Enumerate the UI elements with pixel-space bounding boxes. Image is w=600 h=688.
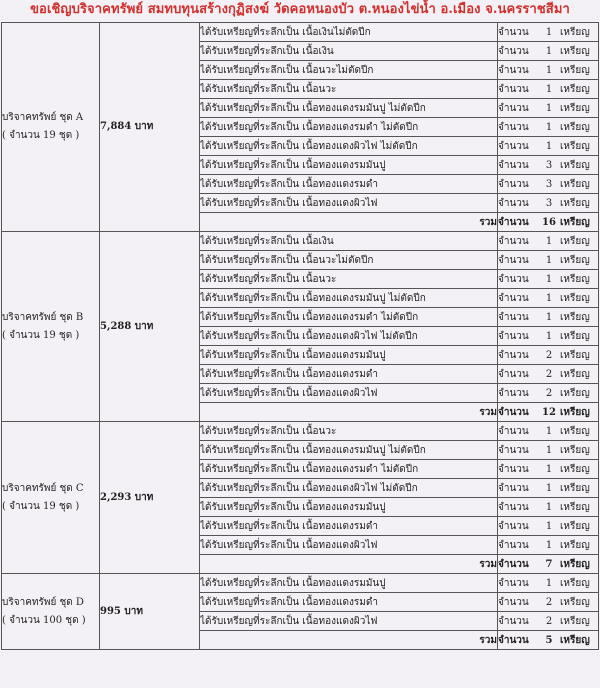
item-quantity <box>498 574 599 593</box>
quantity-word: จำนวน <box>498 197 529 209</box>
item-quantity <box>498 99 599 118</box>
item-quantity <box>498 365 599 384</box>
quantity-number: 1 <box>545 482 553 494</box>
quantity-unit: เหรียญ <box>560 596 590 608</box>
quantity-unit: เหรียญ <box>560 273 590 285</box>
quantity-unit: เหรียญ <box>560 501 590 513</box>
item-description: ได้รับเหรียญที่ระลึกเป็น เนื้อทองแดงรมมันปู ไม่ตัดปีก <box>200 99 498 118</box>
total-quantity <box>498 631 599 650</box>
total-number: 7 <box>545 558 553 570</box>
item-quantity <box>498 498 599 517</box>
set-price: 5,288 บาท <box>100 232 200 422</box>
quantity-number: 1 <box>545 444 553 456</box>
quantity-unit: เหรียญ <box>560 482 590 494</box>
item-quantity <box>498 460 599 479</box>
quantity-number: 1 <box>545 330 553 342</box>
item-description: ได้รับเหรียญที่ระลึกเป็น เนื้อทองแดงผิวไฟ <box>200 612 498 631</box>
quantity-number: 1 <box>545 121 553 133</box>
item-description: ได้รับเหรียญที่ระลึกเป็น เนื้อทองแดงรมดำ ไม่ตัดปีก <box>200 460 498 479</box>
quantity-word: จำนวน <box>498 292 529 304</box>
item-description: ได้รับเหรียญที่ระลึกเป็น เนื้อเงินไม่ตัดปีก <box>200 23 498 42</box>
item-description: ได้รับเหรียญที่ระลึกเป็น เนื้อเงิน <box>200 232 498 251</box>
quantity-number: 3 <box>545 178 553 190</box>
item-description: ได้รับเหรียญที่ระลึกเป็น เนื้อทองแดงรมดำ ไม่ตัดปีก <box>200 118 498 137</box>
quantity-unit: เหรียญ <box>560 102 590 114</box>
quantity-number: 1 <box>545 254 553 266</box>
item-quantity <box>498 80 599 99</box>
total-label: รวม <box>200 213 498 232</box>
item-quantity <box>498 175 599 194</box>
quantity-number: 1 <box>545 539 553 551</box>
item-quantity <box>498 251 599 270</box>
item-description: ได้รับเหรียญที่ระลึกเป็น เนื้อทองแดงผิวไฟ ไม่ตัดปีก <box>200 479 498 498</box>
set-name: บริจาคทรัพย์ ชุด B <box>2 311 84 323</box>
quantity-unit: เหรียญ <box>560 444 590 456</box>
quantity-word: จำนวน <box>498 463 529 475</box>
item-quantity <box>498 194 599 213</box>
item-quantity <box>498 536 599 555</box>
item-quantity <box>498 289 599 308</box>
set-count: ( จำนวน 19 ชุด ) <box>2 500 80 512</box>
item-quantity <box>498 384 599 403</box>
table-row <box>2 232 599 251</box>
quantity-word: จำนวน <box>498 349 529 361</box>
total-label: รวม <box>200 403 498 422</box>
quantity-word: จำนวน <box>498 596 529 608</box>
quantity-unit: เหรียญ <box>560 140 590 152</box>
quantity-word: จำนวน <box>498 558 529 570</box>
quantity-unit: เหรียญ <box>560 463 590 475</box>
quantity-unit: เหรียญ <box>560 634 590 646</box>
quantity-unit: เหรียญ <box>560 311 590 323</box>
quantity-unit: เหรียญ <box>560 330 590 342</box>
item-description: ได้รับเหรียญที่ระลึกเป็น เนื้อทองแดงรมดำ <box>200 593 498 612</box>
quantity-unit: เหรียญ <box>560 615 590 627</box>
quantity-number: 1 <box>545 64 553 76</box>
set-name-cell <box>2 232 100 422</box>
donation-sets-table <box>1 22 599 650</box>
item-quantity <box>498 270 599 289</box>
quantity-word: จำนวน <box>498 330 529 342</box>
item-description: ได้รับเหรียญที่ระลึกเป็น เนื้อทองแดงรมดำ <box>200 175 498 194</box>
total-label: รวม <box>200 631 498 650</box>
item-description: ได้รับเหรียญที่ระลึกเป็น เนื้อทองแดงรมมันปู ไม่ตัดปีก <box>200 289 498 308</box>
quantity-unit: เหรียญ <box>560 235 590 247</box>
quantity-word: จำนวน <box>498 178 529 190</box>
item-quantity <box>498 23 599 42</box>
item-quantity <box>498 118 599 137</box>
quantity-number: 1 <box>545 463 553 475</box>
table-row <box>2 422 599 441</box>
item-quantity <box>498 156 599 175</box>
quantity-word: จำนวน <box>498 520 529 532</box>
item-description: ได้รับเหรียญที่ระลึกเป็น เนื้อนวะ <box>200 422 498 441</box>
item-quantity <box>498 137 599 156</box>
quantity-unit: เหรียญ <box>560 45 590 57</box>
quantity-word: จำนวน <box>498 444 529 456</box>
item-description: ได้รับเหรียญที่ระลึกเป็น เนื้อทองแดงรมมันปู <box>200 498 498 517</box>
quantity-unit: เหรียญ <box>560 159 590 171</box>
quantity-unit: เหรียญ <box>560 368 590 380</box>
item-description: ได้รับเหรียญที่ระลึกเป็น เนื้อทองแดงรมมันปู <box>200 156 498 175</box>
item-description: ได้รับเหรียญที่ระลึกเป็น เนื้อทองแดงผิวไฟ <box>200 384 498 403</box>
item-description: ได้รับเหรียญที่ระลึกเป็น เนื้อเงิน <box>200 42 498 61</box>
quantity-number: 1 <box>545 26 553 38</box>
quantity-word: จำนวน <box>498 45 529 57</box>
quantity-unit: เหรียญ <box>560 64 590 76</box>
item-description: ได้รับเหรียญที่ระลึกเป็น เนื้อทองแดงรมดำ <box>200 365 498 384</box>
poster-title: ขอเชิญบริจาคทรัพย์ สมทบทุนสร้างกุฏิสงฆ์ วัดคอหนองบัว ต.หนองไข่น้ำ อ.เมือง จ.นครราชสีมา <box>30 2 570 17</box>
set-count: ( จำนวน 19 ชุด ) <box>2 329 80 341</box>
set-price: 995 บาท <box>100 574 200 650</box>
quantity-number: 1 <box>545 235 553 247</box>
quantity-word: จำนวน <box>498 482 529 494</box>
set-count: ( จำนวน 100 ชุด ) <box>2 614 86 626</box>
quantity-word: จำนวน <box>498 311 529 323</box>
item-description: ได้รับเหรียญที่ระลึกเป็น เนื้อทองแดงผิวไฟ ไม่ตัดปีก <box>200 137 498 156</box>
quantity-number: 3 <box>545 159 553 171</box>
quantity-word: จำนวน <box>498 406 529 418</box>
item-quantity <box>498 42 599 61</box>
item-quantity <box>498 479 599 498</box>
quantity-word: จำนวน <box>498 140 529 152</box>
item-quantity <box>498 346 599 365</box>
item-quantity <box>498 612 599 631</box>
item-quantity <box>498 422 599 441</box>
quantity-word: จำนวน <box>498 539 529 551</box>
quantity-unit: เหรียญ <box>560 387 590 399</box>
set-price: 2,293 บาท <box>100 422 200 574</box>
quantity-word: จำนวน <box>498 254 529 266</box>
quantity-unit: เหรียญ <box>560 216 590 228</box>
quantity-unit: เหรียญ <box>560 178 590 190</box>
item-description: ได้รับเหรียญที่ระลึกเป็น เนื้อทองแดงรมมันปู ไม่ตัดปีก <box>200 441 498 460</box>
quantity-word: จำนวน <box>498 615 529 627</box>
quantity-word: จำนวน <box>498 64 529 76</box>
quantity-number: 2 <box>545 615 553 627</box>
total-number: 16 <box>542 216 556 228</box>
quantity-number: 1 <box>545 140 553 152</box>
total-quantity <box>498 555 599 574</box>
item-description: ได้รับเหรียญที่ระลึกเป็น เนื้อทองแดงรมมันปู <box>200 346 498 365</box>
total-quantity <box>498 213 599 232</box>
table-row <box>2 23 599 42</box>
quantity-word: จำนวน <box>498 368 529 380</box>
item-description: ได้รับเหรียญที่ระลึกเป็น เนื้อทองแดงรมดำ <box>200 517 498 536</box>
quantity-word: จำนวน <box>498 577 529 589</box>
total-quantity <box>498 403 599 422</box>
item-quantity <box>498 441 599 460</box>
quantity-number: 1 <box>545 501 553 513</box>
quantity-number: 1 <box>545 292 553 304</box>
quantity-number: 1 <box>545 83 553 95</box>
set-name: บริจาคทรัพย์ ชุด D <box>2 596 84 608</box>
quantity-word: จำนวน <box>498 634 529 646</box>
item-description: ได้รับเหรียญที่ระลึกเป็น เนื้อนวะไม่ตัดปีก <box>200 61 498 80</box>
quantity-unit: เหรียญ <box>560 26 590 38</box>
quantity-unit: เหรียญ <box>560 349 590 361</box>
quantity-number: 2 <box>545 596 553 608</box>
total-number: 12 <box>542 406 556 418</box>
quantity-number: 2 <box>545 387 553 399</box>
quantity-word: จำนวน <box>498 425 529 437</box>
set-name-cell <box>2 23 100 232</box>
quantity-number: 1 <box>545 520 553 532</box>
quantity-number: 1 <box>545 102 553 114</box>
set-name: บริจาคทรัพย์ ชุด A <box>2 112 84 123</box>
quantity-unit: เหรียญ <box>560 558 590 570</box>
total-number: 5 <box>545 634 553 646</box>
quantity-number: 3 <box>545 197 553 209</box>
item-description: ได้รับเหรียญที่ระลึกเป็น เนื้อทองแดงผิวไฟ <box>200 194 498 213</box>
quantity-number: 1 <box>545 425 553 437</box>
quantity-unit: เหรียญ <box>560 121 590 133</box>
quantity-word: จำนวน <box>498 26 529 38</box>
quantity-word: จำนวน <box>498 121 529 133</box>
quantity-number: 2 <box>545 349 553 361</box>
item-quantity <box>498 232 599 251</box>
quantity-word: จำนวน <box>498 387 529 399</box>
quantity-unit: เหรียญ <box>560 83 590 95</box>
quantity-unit: เหรียญ <box>560 539 590 551</box>
set-name-cell <box>2 422 100 574</box>
quantity-number: 1 <box>545 311 553 323</box>
quantity-word: จำนวน <box>498 159 529 171</box>
quantity-unit: เหรียญ <box>560 254 590 266</box>
item-quantity <box>498 517 599 536</box>
set-name: บริจาคทรัพย์ ชุด C <box>2 482 84 494</box>
quantity-number: 2 <box>545 368 553 380</box>
table-row <box>2 574 599 593</box>
item-description: ได้รับเหรียญที่ระลึกเป็น เนื้อทองแดงผิวไฟ ไม่ตัดปีก <box>200 327 498 346</box>
quantity-unit: เหรียญ <box>560 520 590 532</box>
set-count: ( จำนวน 19 ชุด ) <box>2 130 80 141</box>
item-quantity <box>498 327 599 346</box>
item-description: ได้รับเหรียญที่ระลึกเป็น เนื้อทองแดงผิวไฟ <box>200 536 498 555</box>
quantity-word: จำนวน <box>498 273 529 285</box>
quantity-word: จำนวน <box>498 102 529 114</box>
quantity-word: จำนวน <box>498 216 529 228</box>
quantity-number: 1 <box>545 577 553 589</box>
item-description: ได้รับเหรียญที่ระลึกเป็น เนื้อทองแดงรมมันปู <box>200 574 498 593</box>
quantity-unit: เหรียญ <box>560 197 590 209</box>
total-label: รวม <box>200 555 498 574</box>
item-quantity <box>498 61 599 80</box>
quantity-unit: เหรียญ <box>560 292 590 304</box>
quantity-number: 1 <box>545 45 553 57</box>
quantity-word: จำนวน <box>498 83 529 95</box>
item-description: ได้รับเหรียญที่ระลึกเป็น เนื้อนวะ <box>200 80 498 99</box>
quantity-unit: เหรียญ <box>560 406 590 418</box>
set-price: 7,884 บาท <box>100 23 200 232</box>
item-quantity <box>498 593 599 612</box>
set-name-cell <box>2 574 100 650</box>
item-description: ได้รับเหรียญที่ระลึกเป็น เนื้อทองแดงรมดำ ไม่ตัดปีก <box>200 308 498 327</box>
item-description: ได้รับเหรียญที่ระลึกเป็น เนื้อนวะไม่ตัดปีก <box>200 251 498 270</box>
quantity-word: จำนวน <box>498 501 529 513</box>
item-description: ได้รับเหรียญที่ระลึกเป็น เนื้อนวะ <box>200 270 498 289</box>
quantity-word: จำนวน <box>498 235 529 247</box>
quantity-unit: เหรียญ <box>560 425 590 437</box>
quantity-number: 1 <box>545 273 553 285</box>
quantity-unit: เหรียญ <box>560 577 590 589</box>
item-quantity <box>498 308 599 327</box>
